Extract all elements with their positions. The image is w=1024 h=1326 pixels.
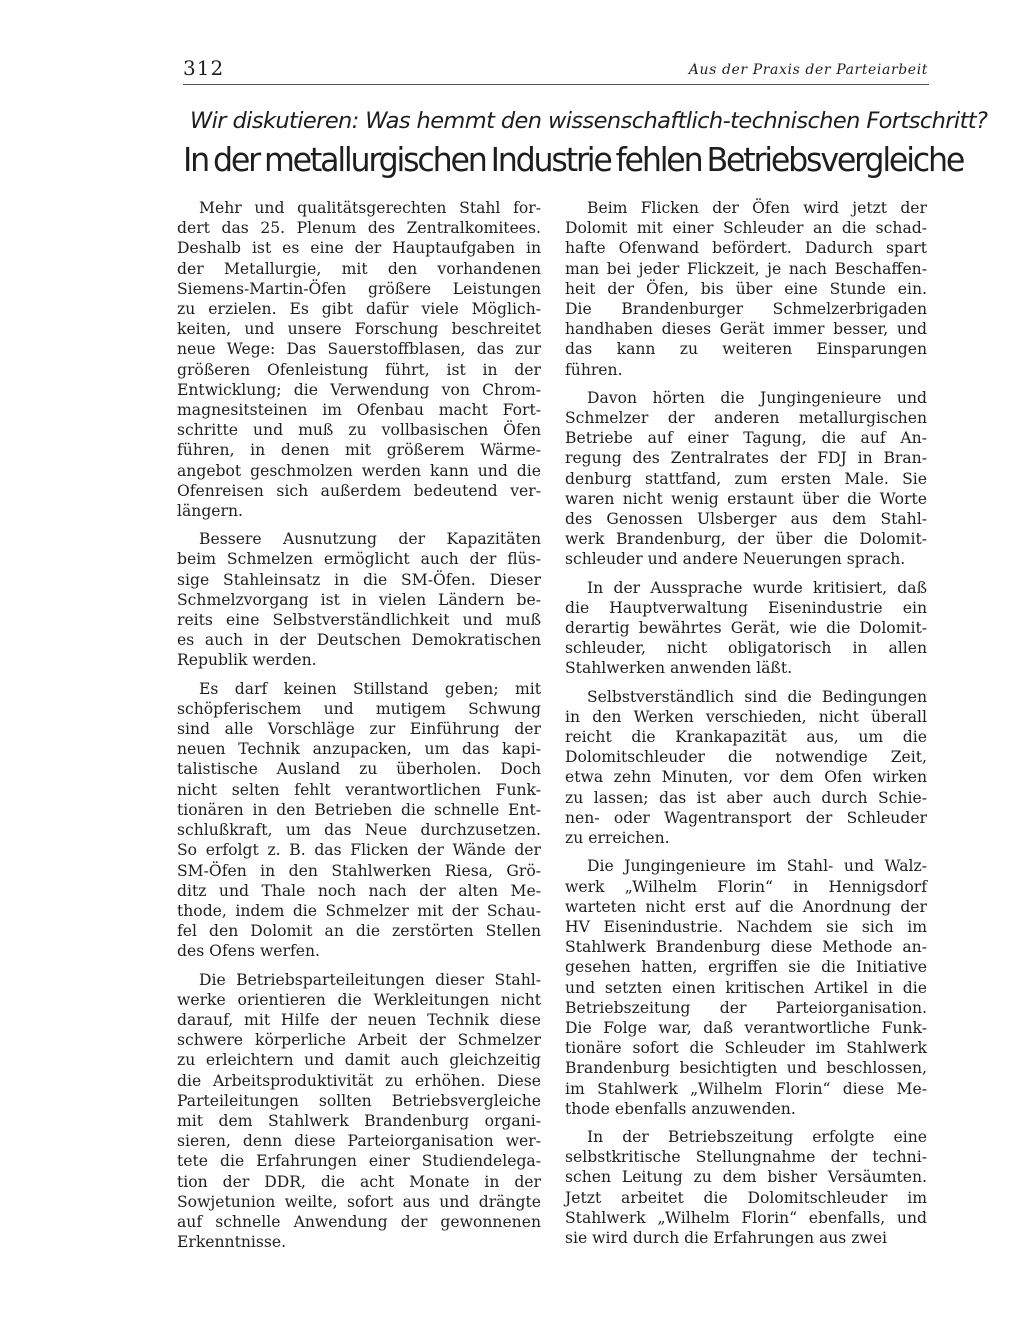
text-line: Stahlwerken anwenden läßt. [565, 659, 793, 678]
text-line: waren nicht wenig erstaunt über die Worte [565, 489, 927, 508]
text-line: Republik werden. [177, 651, 317, 670]
text-line: tete die Erfahrungen einer Studiendelega- [177, 1152, 541, 1171]
text-line: zu erleichtern und damit auch gleichzeitig [177, 1051, 541, 1070]
text-line: dert das 25. Plenum des Zentralkomitees. [177, 219, 541, 238]
text-line: in den Werken verschieden, nicht überall [565, 707, 927, 726]
text-line: keiten, und unsere Forschung beschreitet [177, 320, 541, 339]
paragraph [565, 198, 927, 380]
paragraph [177, 679, 541, 962]
text-line: schleuder und andere Neuerungen sprach. [565, 550, 906, 569]
text-line: Erkenntnisse. [177, 1233, 287, 1252]
text-line: des Genossen Ulsberger aus dem Stahl- [565, 510, 927, 529]
text-line: In der Aussprache wurde kritisiert, daß [587, 578, 927, 597]
text-line: Dolomit mit einer Schleuder an die schad- [565, 219, 927, 238]
paragraph [177, 529, 541, 670]
page-number: 312 [183, 56, 225, 80]
text-line: Betriebszeitung der Parteiorganisation. [565, 998, 927, 1017]
text-line: talistische Ausland zu überholen. Doch [177, 760, 541, 779]
text-line: Betriebe auf einer Tagung, die auf An- [565, 429, 927, 448]
text-line: längern. [177, 502, 243, 521]
paragraph [177, 970, 541, 1253]
text-line: schlußkraft, um das Neue durchzusetzen. [177, 821, 541, 840]
text-line: schen Leitung zu dem bisher Versäumten. [565, 1168, 927, 1187]
text-line: tionären in den Betrieben die schnelle Ent- [177, 800, 541, 819]
text-line: es auch in der Deutschen Demokratischen [177, 631, 541, 650]
running-head: Aus der Praxis der Parteiarbeit [688, 62, 928, 78]
text-line: Die Jungingenieure im Stahl- und Walz- [587, 857, 927, 876]
text-line: gesehen hatten, ergriffen sie die Initiative [565, 958, 927, 977]
text-line: sige Stahleinsatz in die SM-Öfen. Dieser [177, 570, 541, 589]
text-line: HV Eisenindustrie. Nachdem sie sich im [565, 917, 927, 936]
text-line: handhaben dieses Gerät immer besser, und [565, 320, 927, 339]
text-line: der Metallurgie, mit den vorhandenen [177, 259, 541, 278]
text-line: man bei jeder Flickzeit, je nach Beschaffen- [565, 259, 927, 278]
text-line: und setzten einen kritischen Artikel in die [565, 978, 927, 997]
text-line: führen. [565, 360, 623, 379]
paragraph [177, 198, 541, 521]
text-line: Es darf keinen Stillstand geben; mit [199, 679, 541, 698]
text-line: das kann zu weiteren Einsparungen [565, 340, 927, 359]
article-headline: In der metallurgischen Industrie fehlen Betriebsvergleiche [183, 140, 964, 179]
text-line: nicht selten fehlt verantwortlichen Funk- [177, 780, 541, 799]
left-column [177, 198, 541, 1260]
text-line: angebot geschmolzen werden kann und die [177, 461, 541, 480]
text-line: beim Schmelzen ermöglicht auch der flüs- [177, 550, 541, 569]
text-line: Jetzt arbeitet die Dolomitschleuder im [565, 1188, 927, 1207]
text-line: fel den Dolomit an die zerstörten Stellen [177, 922, 541, 941]
text-line: neue Wege: Das Sauerstoffblasen, das zur [177, 340, 541, 359]
text-line: werke orientieren die Werkleitungen nicht [177, 990, 541, 1009]
text-line: Stahlwerk „Wilhelm Florin“ ebenfalls, und [565, 1208, 927, 1227]
text-line: Die Betriebsparteileitungen dieser Stahl- [199, 970, 541, 989]
text-line: werk Brandenburg, der über die Dolomit- [565, 530, 927, 549]
text-line: Stahlwerk Brandenburg diese Methode an- [565, 938, 927, 957]
text-line: So erfolgt z. B. das Flicken der Wände der [177, 841, 541, 860]
text-line: Dolomitschleuder die notwendige Zeit, [565, 748, 927, 767]
text-line: Selbstverständlich sind die Bedingungen [587, 687, 927, 706]
text-line: Die Folge war, daß verantwortliche Funk- [565, 1018, 927, 1037]
text-line: Bessere Ausnutzung der Kapazitäten [199, 530, 541, 549]
text-line: Beim Flicken der Öfen wird jetzt der [587, 199, 927, 217]
right-column [565, 198, 927, 1256]
text-line: thode ebenfalls anzuwenden. [565, 1099, 796, 1118]
text-line: werk „Wilhelm Florin“ in Hennigsdorf [565, 877, 927, 896]
text-line: ditz und Thale noch nach der alten Me- [177, 881, 541, 900]
paragraph [565, 1127, 927, 1248]
text-line: hafte Ofenwand befördert. Dadurch spart [565, 239, 927, 258]
text-line: schleuder, nicht obligatorisch in allen [565, 639, 927, 658]
text-line: neuen Technik anzupacken, um das kapi- [177, 740, 541, 759]
text-line: selbstkritische Stellungnahme der techni- [565, 1148, 927, 1167]
text-line: Schmelzvorgang ist in vielen Ländern be- [177, 590, 541, 609]
text-line: des Ofens werfen. [177, 942, 320, 961]
paragraph [565, 578, 927, 679]
paragraph [565, 856, 927, 1119]
text-line: In der Betriebszeitung erfolgte eine [587, 1127, 927, 1146]
text-line: die Hauptverwaltung Eisenindustrie ein [565, 598, 927, 617]
text-line: thode, indem die Schmelzer mit der Schau- [177, 901, 541, 920]
text-line: zu erzielen. Es gibt dafür viele Möglich- [177, 300, 541, 319]
paragraph [565, 687, 927, 849]
text-line: Ofenreisen sich außerdem bedeutend ver- [177, 481, 541, 500]
article-kicker: Wir diskutieren: Was hemmt den wissenschaftlich-technischen Fortschritt? [190, 108, 988, 134]
text-line: Parteileitungen sollten Betriebsvergleiche [177, 1091, 541, 1110]
text-line: reicht die Krankapazität aus, um die [565, 728, 927, 747]
text-line: reits eine Selbstverständlichkeit und muß [177, 611, 541, 630]
text-line: schöpferischem und mutigem Schwung [177, 699, 541, 718]
paragraph [565, 388, 927, 570]
text-line: tionäre sofort die Schleuder im Stahlwerk [565, 1039, 927, 1058]
text-line: schwere körperliche Arbeit der Schmelzer [177, 1031, 541, 1050]
text-line: führen, in denen mit größerem Wärme- [177, 441, 541, 460]
text-line: zu lassen; das ist aber auch durch Schie- [565, 788, 927, 807]
text-line: Die Brandenburger Schmelzerbrigaden [565, 300, 927, 319]
text-line: Davon hörten die Jungingenieure und [587, 388, 927, 407]
text-line: tion der DDR, die acht Monate in der [177, 1172, 541, 1191]
text-line: Brandenburg besichtigten und beschlossen, [565, 1059, 927, 1078]
text-line: Mehr und qualitätsgerechten Stahl for- [199, 199, 541, 217]
text-line: nen- oder Wagentransport der Schleuder [565, 808, 927, 827]
text-line: heit der Öfen, bis über eine Stunde ein. [565, 279, 927, 298]
text-line: sind alle Vorschläge zur Einführung der [177, 720, 541, 739]
text-line: im Stahlwerk „Wilhelm Florin“ diese Me- [565, 1079, 927, 1098]
header-rule [183, 84, 929, 85]
text-line: Sowjetunion weilte, sofort aus und drängte [177, 1192, 541, 1211]
text-line: sie wird durch die Erfahrungen aus zwei [565, 1228, 888, 1247]
text-line: mit dem Stahlwerk Brandenburg organi- [177, 1111, 541, 1130]
text-line: SM-Öfen in den Stahlwerken Riesa, Grö- [177, 861, 541, 880]
text-line: etwa zehn Minuten, vor dem Ofen wirken [565, 768, 927, 787]
text-line: die Arbeitsproduktivität zu erhöhen. Diese [177, 1071, 541, 1090]
text-line: größeren Ofenleistung führt, ist in der [177, 360, 541, 379]
text-line: Deshalb ist es eine der Hauptaufgaben in [177, 239, 541, 258]
text-line: zu erreichen. [565, 829, 670, 848]
text-line: Entwicklung; die Verwendung von Chrom- [177, 380, 541, 399]
text-line: darauf, mit Hilfe der neuen Technik diese [177, 1010, 541, 1029]
text-line: Schmelzer der anderen metallurgischen [565, 409, 927, 428]
text-line: denburg stattfand, zum ersten Male. Sie [565, 469, 927, 488]
text-line: auf schnelle Anwendung der gewonnenen [177, 1212, 541, 1231]
text-line: schritte und muß zu vollbasischen Öfen [177, 421, 541, 440]
text-line: derartig bewährtes Gerät, wie die Dolomit- [565, 619, 927, 638]
text-line: regung des Zentralrates der FDJ in Bran- [565, 449, 927, 468]
text-line: sieren, denn diese Parteiorganisation wer- [177, 1132, 541, 1151]
text-line: Siemens-Martin-Öfen größere Leistungen [177, 279, 541, 298]
text-line: warteten nicht erst auf die Anordnung der [565, 897, 927, 916]
text-line: magnesitsteinen im Ofenbau macht Fort- [177, 401, 541, 420]
